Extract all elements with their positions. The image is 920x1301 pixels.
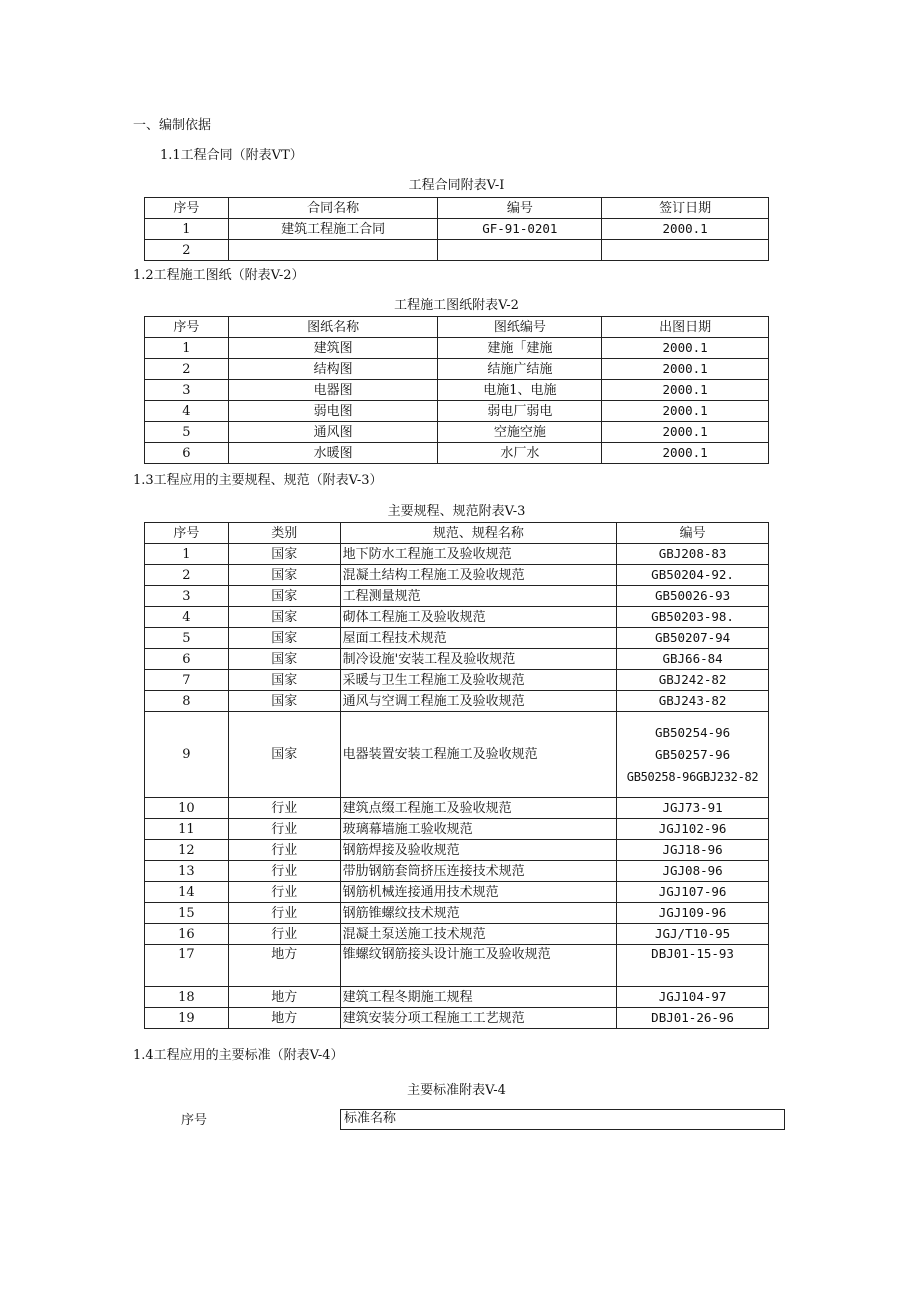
cell-code: JGJ18-96 [617,840,769,861]
cell-name: 采暖与卫生工程施工及验收规范 [340,670,617,691]
header-cell: 序号 [145,523,229,544]
cell-code: 空施空施 [438,422,602,443]
cell-code: GBJ242-82 [617,670,769,691]
cell-index: 1 [145,544,229,565]
table-row [145,691,769,712]
cell-name: 钢筋锥螺纹技术规范 [340,903,617,924]
cell-index: 14 [145,882,229,903]
cell-index: 15 [145,903,229,924]
cell-code: DBJ01-26-96 [617,1008,769,1029]
cell-code: GBJ208-83 [617,544,769,565]
table-header-row [145,317,769,338]
cell-name: 弱电图 [228,401,438,422]
cell-code: GB50204-92. [617,565,769,586]
table-row [145,861,769,882]
cell-code: JGJ109-96 [617,903,769,924]
cell-index: 19 [145,1008,229,1029]
table-row [145,219,769,240]
cell-name: 地下防水工程施工及验收规范 [340,544,617,565]
cell-name: 建筑点缀工程施工及验收规范 [340,798,617,819]
cell-index: 17 [145,945,229,987]
cell-name: 锥螺纹钢筋接头设计施工及验收规范 [340,945,617,987]
header-cell: 规范、规程名称 [340,523,617,544]
cell-name: 电器装置安装工程施工及验收规范 [340,712,617,798]
cell-category: 国家 [228,628,340,649]
cell-index: 5 [145,422,229,443]
cell-index: 2 [145,240,229,261]
cell-date: 2000.1 [602,443,769,464]
cell-code: 弱电厂弱电 [438,401,602,422]
table-row [145,924,769,945]
cell-index: 10 [145,798,229,819]
cell-index: 6 [145,649,229,670]
cell-name: 建筑工程冬期施工规程 [340,987,617,1008]
subsection-title-drawings: 1.2工程施工图纸（附表V-2） [133,268,305,283]
cell-name: 通风与空调工程施工及验收规范 [340,691,617,712]
cell-name: 建筑工程施工合同 [228,219,438,240]
table-row [145,987,769,1008]
cell-category: 国家 [228,649,340,670]
cell-code-multi [617,712,769,798]
cell-code: GBJ243-82 [617,691,769,712]
cell-index: 9 [145,712,229,798]
cell-code: 水厂水 [438,443,602,464]
cell-index: 16 [145,924,229,945]
header-cell: 编号 [617,523,769,544]
table-row [145,401,769,422]
cell-name: 混凝土泵送施工技术规范 [340,924,617,945]
cell-index: 3 [145,380,229,401]
subsection-title-contracts: 1.1工程合同（附表VT） [160,148,303,163]
cell-name: 砌体工程施工及验收规范 [340,607,617,628]
cell-category: 国家 [228,544,340,565]
table-row [145,586,769,607]
cell-name: 玻璃幕墙施工验收规范 [340,819,617,840]
cell-category: 国家 [228,565,340,586]
cell-index: 3 [145,586,229,607]
table-row [145,338,769,359]
cell-category: 行业 [228,882,340,903]
cell-index: 4 [145,607,229,628]
cell-name: 建筑图 [228,338,438,359]
table-row [145,840,769,861]
cell-index: 1 [145,219,229,240]
table-row [145,628,769,649]
cell-code: JGJ08-96 [617,861,769,882]
cell-code: JGJ104-97 [617,987,769,1008]
cell-category: 国家 [228,607,340,628]
cell-name: 带肋钢筋套筒挤压连接技术规范 [340,861,617,882]
table-row [145,544,769,565]
cell-code: JGJ102-96 [617,819,769,840]
cell-code: 结施广结施 [438,359,602,380]
cell-date: 2000.1 [602,401,769,422]
cell-category: 行业 [228,819,340,840]
cell-index: 11 [145,819,229,840]
code-line: GB50258-96GBJ232-82 [626,770,759,784]
cell-code: GB50026-93 [617,586,769,607]
table-row [145,903,769,924]
cell-name: 通风图 [228,422,438,443]
header-cell: 图纸名称 [228,317,438,338]
cell-category: 行业 [228,903,340,924]
table-row [145,380,769,401]
cell-code: GF-91-0201 [438,219,602,240]
cell-code: JGJ/T10-95 [617,924,769,945]
cell-category: 行业 [228,861,340,882]
cell-date: 2000.1 [602,338,769,359]
subsection-title-regulations: 1.3工程应用的主要规程、规范（附表V-3） [133,473,383,488]
cell-category: 国家 [228,691,340,712]
cell-name: 建筑安装分项工程施工工艺规范 [340,1008,617,1029]
header-cell: 签订日期 [602,198,769,219]
header-cell: 出图日期 [602,317,769,338]
standards-index-label: 序号 [181,1113,208,1128]
cell-date: 2000.1 [602,422,769,443]
table-header-row [145,523,769,544]
table-row [145,798,769,819]
table-row [145,607,769,628]
cell-code: GBJ66-84 [617,649,769,670]
cell-name: 结构图 [228,359,438,380]
table-row [145,565,769,586]
regulations-table [144,522,769,1029]
cell-index: 5 [145,628,229,649]
section-heading: 一、编制依据 [133,118,212,133]
cell-code [438,240,602,261]
standards-name-box: 标准名称 [340,1109,785,1130]
header-cell: 类别 [228,523,340,544]
cell-name: 钢筋机械连接通用技术规范 [340,882,617,903]
code-line: GB50254-96 [654,725,731,740]
cell-name: 电器图 [228,380,438,401]
cell-code: 电施1、电施 [438,380,602,401]
cell-index: 8 [145,691,229,712]
cell-index: 12 [145,840,229,861]
table-row [145,670,769,691]
table-row [145,359,769,380]
cell-code: GB50207-94 [617,628,769,649]
subsection-title-standards: 1.4工程应用的主要标准（附表V-4） [133,1048,344,1063]
table-row [145,1008,769,1029]
table-caption-standards: 主要标准附表V-4 [407,1083,506,1098]
cell-category: 行业 [228,840,340,861]
header-cell: 合同名称 [228,198,438,219]
header-cell: 序号 [145,317,229,338]
cell-category: 国家 [228,670,340,691]
cell-category: 行业 [228,798,340,819]
table-header-row [145,198,769,219]
cell-date: 2000.1 [602,219,769,240]
contracts-table [144,197,769,261]
table-row [145,945,769,987]
cell-index: 2 [145,359,229,380]
cell-code: JGJ107-96 [617,882,769,903]
header-cell: 编号 [438,198,602,219]
cell-name: 制冷设施'安装工程及验收规范 [340,649,617,670]
cell-date [602,240,769,261]
cell-category: 国家 [228,712,340,798]
cell-category: 行业 [228,924,340,945]
cell-index: 13 [145,861,229,882]
header-cell: 序号 [145,198,229,219]
cell-index: 18 [145,987,229,1008]
cell-category: 地方 [228,987,340,1008]
code-line: GB50257-96 [654,747,731,762]
table-caption-contracts: 工程合同附表V-I [408,178,505,193]
drawings-table [144,316,769,464]
table-row [145,819,769,840]
table-row [145,882,769,903]
cell-name: 水暖图 [228,443,438,464]
cell-name [228,240,438,261]
table-row [145,712,769,798]
table-caption-regulations: 主要规程、规范附表V-3 [387,504,526,519]
table-row [145,422,769,443]
cell-code: GB50203-98. [617,607,769,628]
cell-category: 国家 [228,586,340,607]
cell-code: DBJ01-15-93 [617,945,769,987]
cell-name: 钢筋焊接及验收规范 [340,840,617,861]
cell-index: 1 [145,338,229,359]
table-row [145,649,769,670]
cell-date: 2000.1 [602,359,769,380]
cell-name: 工程测量规范 [340,586,617,607]
cell-index: 2 [145,565,229,586]
cell-name: 屋面工程技术规范 [340,628,617,649]
table-caption-drawings: 工程施工图纸附表V-2 [394,298,519,313]
cell-category: 地方 [228,1008,340,1029]
header-cell: 图纸编号 [438,317,602,338]
cell-index: 6 [145,443,229,464]
table-row [145,240,769,261]
table-row [145,443,769,464]
cell-index: 4 [145,401,229,422]
cell-category: 地方 [228,945,340,987]
cell-date: 2000.1 [602,380,769,401]
cell-index: 7 [145,670,229,691]
cell-code: 建施「建施 [438,338,602,359]
cell-name: 混凝土结构工程施工及验收规范 [340,565,617,586]
cell-code: JGJ73-91 [617,798,769,819]
